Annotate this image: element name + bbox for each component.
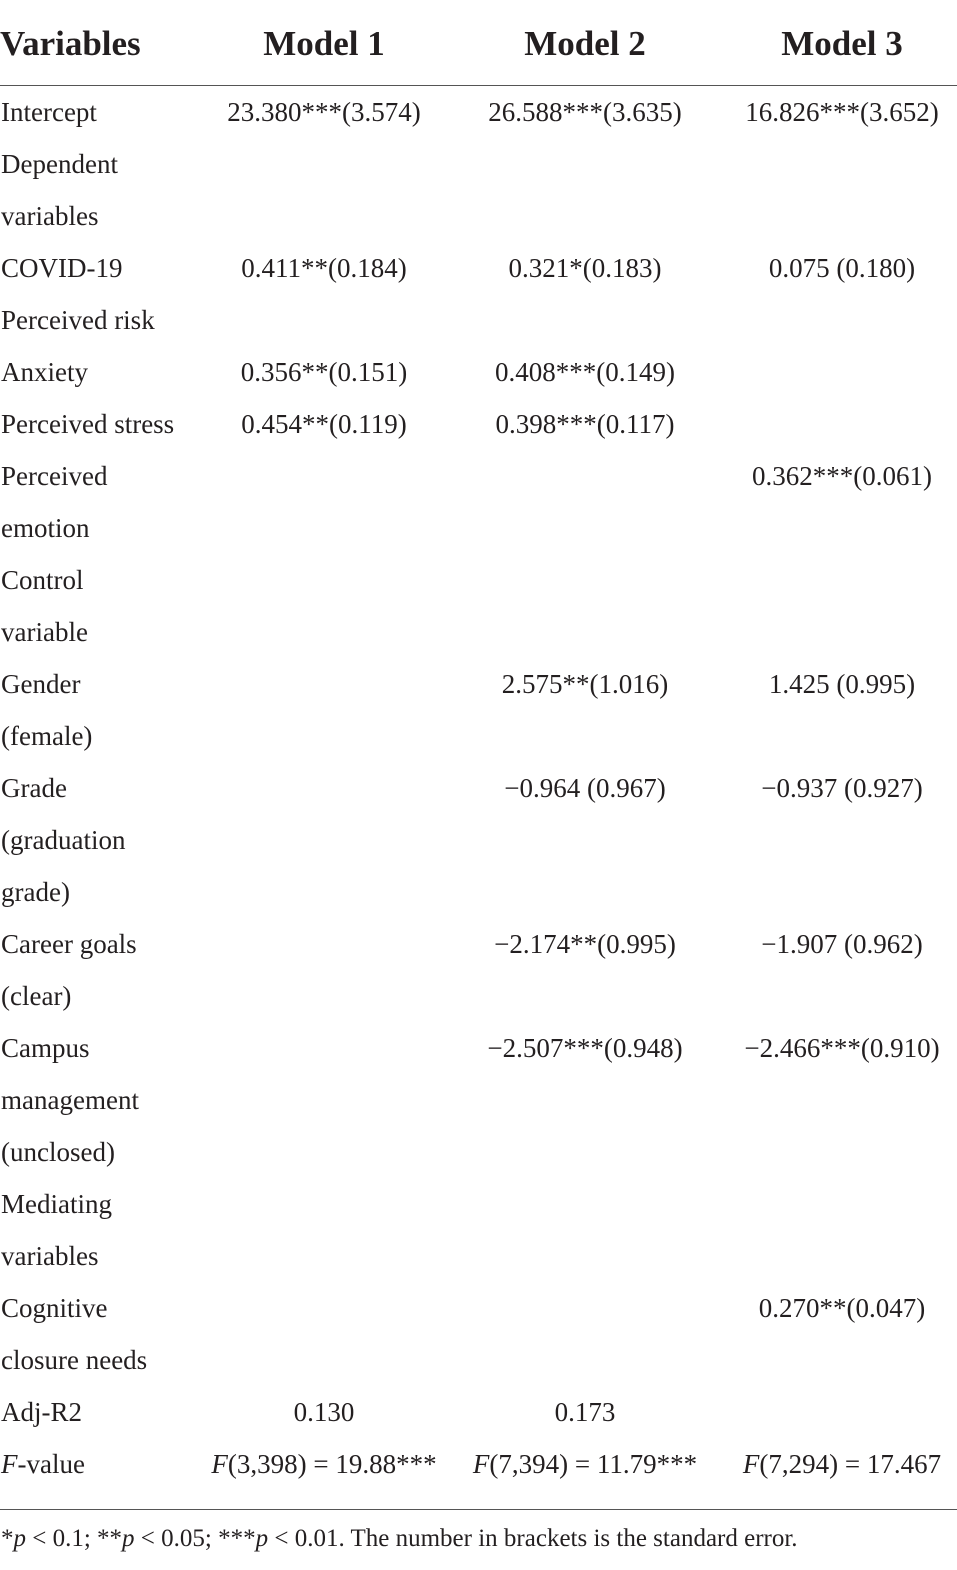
row-label [1,346,88,398]
row-label-line: Cognitive [1,1293,108,1323]
cell-model-3: −2.466***(0.910) [744,1033,940,1063]
row-label-line: variables [1,201,99,231]
footnote-text: < 0.05; *** [134,1525,256,1552]
row-label [1,1178,112,1282]
row-label [1,398,174,450]
row-label-line: Campus [1,1033,90,1063]
cell-model-2 [473,1438,697,1490]
footnote-star: * [1,1525,14,1552]
row-label [1,918,137,1022]
row-label [1,450,107,554]
cell-model-1: 23.380***(3.574) [227,97,421,127]
footnote-p: p [255,1525,269,1552]
row-label-line: (graduation [1,825,126,855]
header-model-2: Model 2 [524,24,646,63]
row-label-line: (female) [1,721,93,751]
cell-model-3: 0.075 (0.180) [768,253,916,283]
row-label-line: Gender [1,669,81,699]
cell-model-2: −2.174**(0.995) [494,929,676,959]
f-italic: F [1,1449,18,1479]
row-label [1,1022,139,1178]
f-value-m1: (3,398) = 19.88*** [227,1449,437,1479]
row-label-line: Adj-R2 [1,1397,82,1427]
row-label-line: Mediating [1,1189,112,1219]
table-footnote [1,1519,798,1559]
row-label-line: Career goals [1,929,137,959]
f-label-rest: -value [17,1449,85,1479]
cell-model-3: 16.826***(3.652) [745,97,939,127]
row-label-line: variable [1,617,88,647]
row-label-line: Anxiety [1,357,88,387]
row-label-line: Perceived risk [1,305,155,335]
row-label-line: COVID-19 [1,253,123,283]
row-label-line: variables [1,1241,99,1271]
row-label [1,1386,82,1438]
row-label-line: emotion [1,513,90,543]
footnote-p: p [122,1525,135,1552]
row-label [1,762,125,918]
f-italic: F [472,1449,490,1479]
cell-model-1: 0.454**(0.119) [241,409,407,439]
header-model-1: Model 1 [263,24,385,63]
row-label [1,1438,85,1490]
f-value-m2: (7,394) = 11.79*** [489,1449,698,1479]
row-label-line: Dependent [1,149,118,179]
row-label-line: Perceived [1,461,108,491]
row-label-line: Control [1,565,84,595]
footnote-text: < 0.01. The number in brackets is the standard error. [268,1525,798,1552]
f-italic: F [742,1449,760,1479]
row-label [1,138,118,242]
cell-model-3: −1.907 (0.962) [761,929,923,959]
row-label [1,242,123,294]
table-bottom-rule [0,1509,957,1510]
cell-model-2: 0.408***(0.149) [495,357,675,387]
row-label [1,554,88,658]
row-label-line: closure needs [1,1345,148,1375]
row-label-line: Intercept [1,97,97,127]
row-label-line: (clear) [1,981,72,1011]
cell-model-2: −2.507***(0.948) [487,1033,683,1063]
cell-model-1 [211,1438,436,1490]
cell-model-3: −0.937 (0.927) [761,773,923,803]
cell-model-1: 0.411**(0.184) [241,253,407,283]
cell-model-2: 0.173 [554,1397,616,1427]
cell-model-3 [743,1438,941,1490]
table-header-row [0,0,957,86]
cell-model-3: 1.425 (0.995) [768,669,916,699]
row-label-line: grade) [1,877,70,907]
cell-model-3: 0.362***(0.061) [752,461,932,491]
header-model-3: Model 3 [781,24,903,63]
row-label-line: management [1,1085,139,1115]
header-variables: Variables [0,24,141,63]
cell-model-2: 0.321*(0.183) [508,253,662,283]
cell-model-2: −0.964 (0.967) [504,773,666,803]
footnote-p: p [13,1525,26,1552]
cell-model-1: 0.356**(0.151) [240,357,408,387]
f-value-m3: (7,294) = 17.467 [759,1449,942,1479]
row-label-line: Perceived stress [1,409,175,439]
row-label [1,658,92,762]
row-label [1,294,155,346]
cell-model-2: 26.588***(3.635) [488,97,682,127]
row-label-line: Grade [1,773,67,803]
cell-model-1: 0.130 [293,1397,355,1427]
cell-model-2: 0.398***(0.117) [495,409,675,439]
cell-model-2: 2.575**(1.016) [501,669,669,699]
row-label [1,86,97,138]
f-italic: F [211,1449,228,1479]
row-label [1,1282,147,1386]
cell-model-3: 0.270**(0.047) [758,1293,926,1323]
row-label-line: (unclosed) [1,1137,115,1167]
footnote-text: < 0.1; ** [26,1525,123,1552]
